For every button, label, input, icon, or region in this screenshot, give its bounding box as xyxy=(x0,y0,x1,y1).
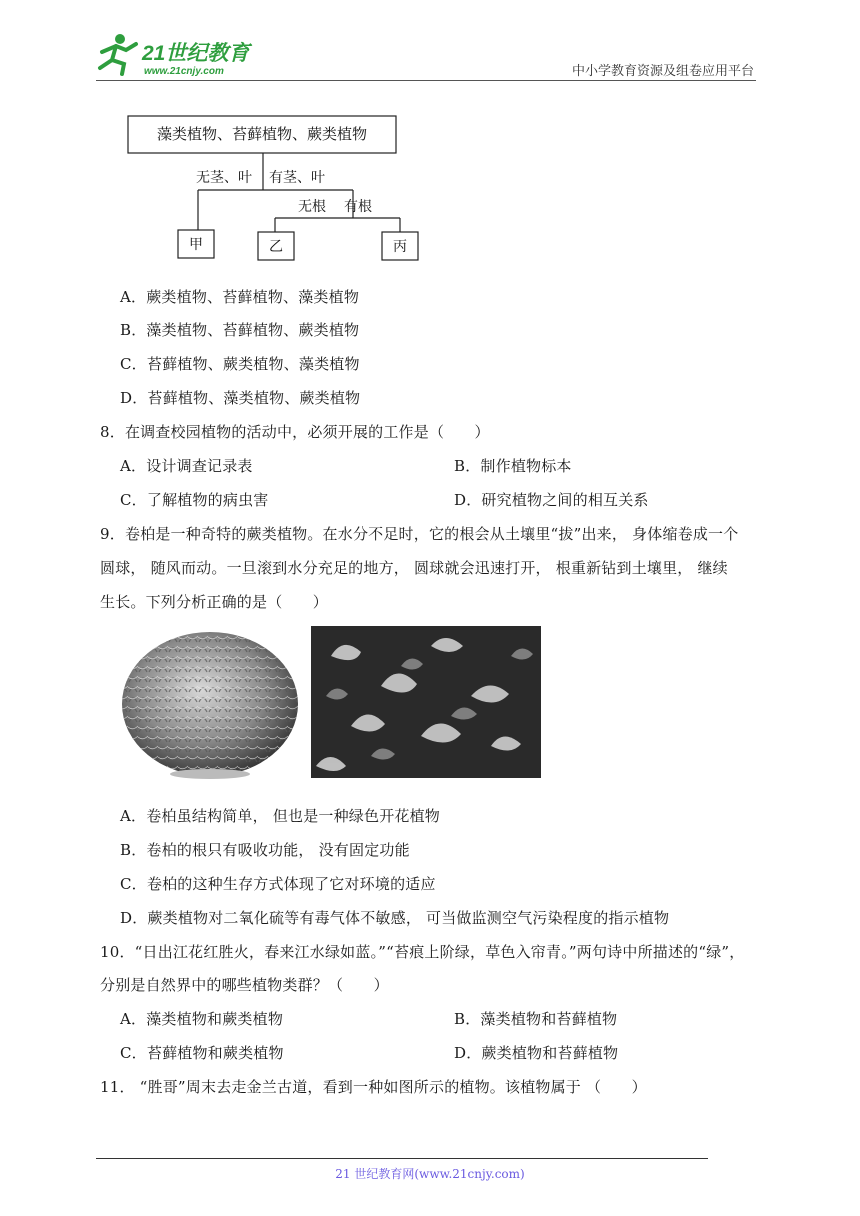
q9-stem-line-1: 9．卷柏是一种奇特的蕨类植物。在水分不足时，它的根会从土壤里“拔”出来， 身体缩卷成一个 xyxy=(100,525,739,543)
q7-option-d: D．苔藓植物、藻类植物、蕨类植物 xyxy=(120,389,361,407)
logo-sub-text: www.21cnjy.com xyxy=(144,66,224,77)
diagram-box-jia-label: 甲 xyxy=(189,237,203,253)
q8-option-a: A．设计调查记录表 xyxy=(120,457,253,475)
q9-option-d: D．蕨类植物对二氧化硫等有毒气体不敏感， 可当做监测空气污染程度的指示植物 xyxy=(120,909,670,927)
q8-option-d: D．研究植物之间的相互关系 xyxy=(454,491,649,509)
header-platform-text: 中小学教育资源及组卷应用平台 xyxy=(571,64,754,79)
q7-option-b: B．藻类植物、苔藓植物、蕨类植物 xyxy=(120,321,360,339)
diagram-box-bing-label: 丙 xyxy=(393,239,407,255)
selaginella-dry-ball-photo xyxy=(118,624,304,780)
diagram-right-branch-label: 有茎、叶 xyxy=(269,170,325,186)
logo-main-text: 21世纪教育 xyxy=(142,42,250,65)
q8-option-c: C．了解植物的病虫害 xyxy=(120,491,269,509)
q8-option-b: B．制作植物标本 xyxy=(454,457,572,475)
q10-stem-line-2: 分别是自然界中的哪些植物类群？（ ） xyxy=(100,976,389,994)
q7-option-c: C．苔藓植物、蕨类植物、藻类植物 xyxy=(120,355,360,373)
q8-stem: 8．在调查校园植物的活动中，必须开展的工作是（ ） xyxy=(100,423,490,441)
q11-stem: 11． “胜哥”周末去走金兰古道，看到一种如图所示的植物。该植物属于 （ ） xyxy=(100,1078,647,1096)
diagram-has-root-label: 有根 xyxy=(344,199,372,215)
diagram-top-label: 藻类植物、苔藓植物、蕨类植物 xyxy=(156,125,368,143)
q10-option-d: D．蕨类植物和苔藓植物 xyxy=(454,1044,619,1062)
site-logo xyxy=(92,30,262,80)
runner-icon xyxy=(100,34,136,74)
footer-site-link[interactable]: 21 世纪教育网(www.21cnjy.com) xyxy=(335,1167,525,1181)
classification-diagram xyxy=(120,110,430,265)
q9-option-b: B．卷柏的根只有吸收功能， 没有固定功能 xyxy=(120,841,410,859)
footer-divider xyxy=(96,1158,708,1159)
diagram-box-yi-label: 乙 xyxy=(269,239,283,255)
q10-option-c: C．苔藓植物和蕨类植物 xyxy=(120,1044,284,1062)
selaginella-open-photo xyxy=(311,626,541,778)
q9-stem-line-3: 生长。下列分析正确的是（ ） xyxy=(100,593,329,611)
q9-option-c: C．卷柏的这种生存方式体现了它对环境的适应 xyxy=(120,875,436,893)
q10-option-a: A．藻类植物和蕨类植物 xyxy=(120,1010,284,1028)
q9-stem-line-2: 圆球， 随风而动。一旦滚到水分充足的地方， 圆球就会迅速打开， 根重新钻到土壤里， 继续 xyxy=(100,559,728,577)
diagram-left-branch-label: 无茎、叶 xyxy=(196,170,252,186)
q10-stem-line-1: 10．“日出江花红胜火，春来江水绿如蓝。”“苔痕上阶绿，草色入帘青。”两句诗中所描述的“绿”， xyxy=(100,943,745,961)
q7-option-a: A．蕨类植物、苔藓植物、藻类植物 xyxy=(120,288,360,306)
q9-option-a: A．卷柏虽结构简单， 但也是一种绿色开花植物 xyxy=(120,807,441,825)
header-divider xyxy=(96,80,756,81)
diagram-no-root-label: 无根 xyxy=(298,199,326,215)
q10-option-b: B．藻类植物和苔藓植物 xyxy=(454,1010,618,1028)
